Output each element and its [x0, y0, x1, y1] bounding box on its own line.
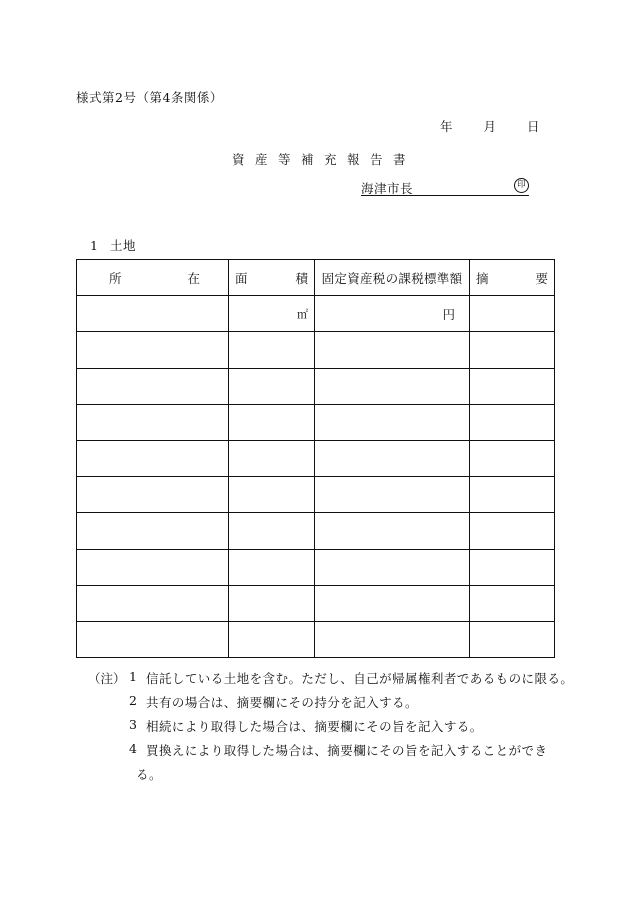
- cell-remarks[interactable]: [470, 404, 555, 440]
- cell-remarks[interactable]: [470, 513, 555, 549]
- table-row: [77, 368, 555, 404]
- cell-area[interactable]: [229, 549, 315, 585]
- cell-remarks[interactable]: [470, 477, 555, 513]
- note-text: 信託している土地を含む。ただし、自己が帰属権利者であるものに限る。: [146, 671, 574, 686]
- addressee-line: [361, 178, 529, 196]
- header-valuation: 固定資産税の課税標準額: [315, 260, 470, 296]
- note-text: 買換えにより取得した場合は、摘要欄にその旨を記入することができ: [146, 743, 548, 758]
- note-continuation-text: る。: [136, 767, 162, 782]
- header-remarks: 摘 要: [470, 260, 555, 296]
- section-label: 土地: [110, 238, 137, 253]
- table-row: [77, 585, 555, 621]
- cell-location[interactable]: [77, 368, 229, 404]
- area-unit: ㎡: [297, 307, 308, 321]
- section-heading: [90, 236, 136, 254]
- date-month-label: 月: [483, 119, 497, 134]
- cell-remarks[interactable]: [470, 440, 555, 476]
- cell-location[interactable]: [77, 549, 229, 585]
- note-item: [88, 669, 574, 693]
- cell-valuation[interactable]: [315, 621, 470, 657]
- cell-area[interactable]: [229, 296, 315, 332]
- cell-area[interactable]: [229, 332, 315, 368]
- table-row: [77, 332, 555, 368]
- cell-valuation[interactable]: [315, 585, 470, 621]
- cell-valuation[interactable]: [315, 513, 470, 549]
- cell-area[interactable]: [229, 585, 315, 621]
- cell-valuation[interactable]: [315, 440, 470, 476]
- cell-valuation[interactable]: [315, 549, 470, 585]
- valuation-unit: 円: [442, 306, 455, 322]
- cell-remarks[interactable]: [470, 585, 555, 621]
- cell-valuation[interactable]: [315, 477, 470, 513]
- note-number: 3: [129, 717, 137, 732]
- cell-valuation[interactable]: [315, 296, 470, 332]
- note-text: 共有の場合は、摘要欄にその持分を記入する。: [146, 695, 418, 710]
- seal-mark: 印: [514, 178, 529, 193]
- form-number: 様式第2号（第4条関係）: [76, 90, 223, 105]
- cell-area[interactable]: [229, 621, 315, 657]
- notes: [88, 669, 574, 789]
- cell-location[interactable]: [77, 404, 229, 440]
- document-title: 資産等補充報告書: [232, 152, 417, 167]
- cell-location[interactable]: [77, 440, 229, 476]
- cell-valuation[interactable]: [315, 368, 470, 404]
- cell-location[interactable]: [77, 621, 229, 657]
- note-continuation: [88, 765, 558, 789]
- cell-valuation[interactable]: [315, 404, 470, 440]
- note-item: [88, 717, 558, 741]
- date-line: [440, 117, 540, 135]
- header-location: 所 在: [77, 260, 229, 296]
- note-number: 4: [129, 741, 137, 756]
- land-table: [76, 259, 555, 658]
- cell-location[interactable]: [77, 477, 229, 513]
- cell-location[interactable]: [77, 585, 229, 621]
- date-day-label: 日: [526, 119, 540, 134]
- cell-area[interactable]: [229, 368, 315, 404]
- table-row: [77, 404, 555, 440]
- cell-location[interactable]: [77, 513, 229, 549]
- date-year-label: 年: [440, 119, 454, 134]
- cell-remarks[interactable]: [470, 549, 555, 585]
- cell-remarks[interactable]: [470, 368, 555, 404]
- notes-label: （注）: [88, 671, 126, 686]
- cell-area[interactable]: [229, 513, 315, 549]
- table-row: [77, 296, 555, 332]
- table-row: [77, 440, 555, 476]
- section-number: 1: [90, 238, 99, 253]
- cell-area[interactable]: [229, 404, 315, 440]
- cell-remarks[interactable]: [470, 296, 555, 332]
- cell-valuation[interactable]: [315, 332, 470, 368]
- addressee: 海津市長: [361, 181, 414, 196]
- note-number: 1: [129, 669, 137, 684]
- table-row: [77, 513, 555, 549]
- header-area: 面 積: [229, 260, 315, 296]
- cell-remarks[interactable]: [470, 332, 555, 368]
- table-header-row: [77, 260, 555, 296]
- cell-location[interactable]: [77, 332, 229, 368]
- cell-area[interactable]: [229, 477, 315, 513]
- note-number: 2: [129, 693, 137, 708]
- cell-remarks[interactable]: [470, 621, 555, 657]
- table-row: [77, 477, 555, 513]
- table-row: [77, 549, 555, 585]
- table-row: [77, 621, 555, 657]
- cell-location[interactable]: [77, 296, 229, 332]
- note-item: [88, 693, 558, 717]
- note-text: 相続により取得した場合は、摘要欄にその旨を記入する。: [146, 719, 483, 734]
- note-item: [88, 741, 558, 765]
- cell-area[interactable]: [229, 440, 315, 476]
